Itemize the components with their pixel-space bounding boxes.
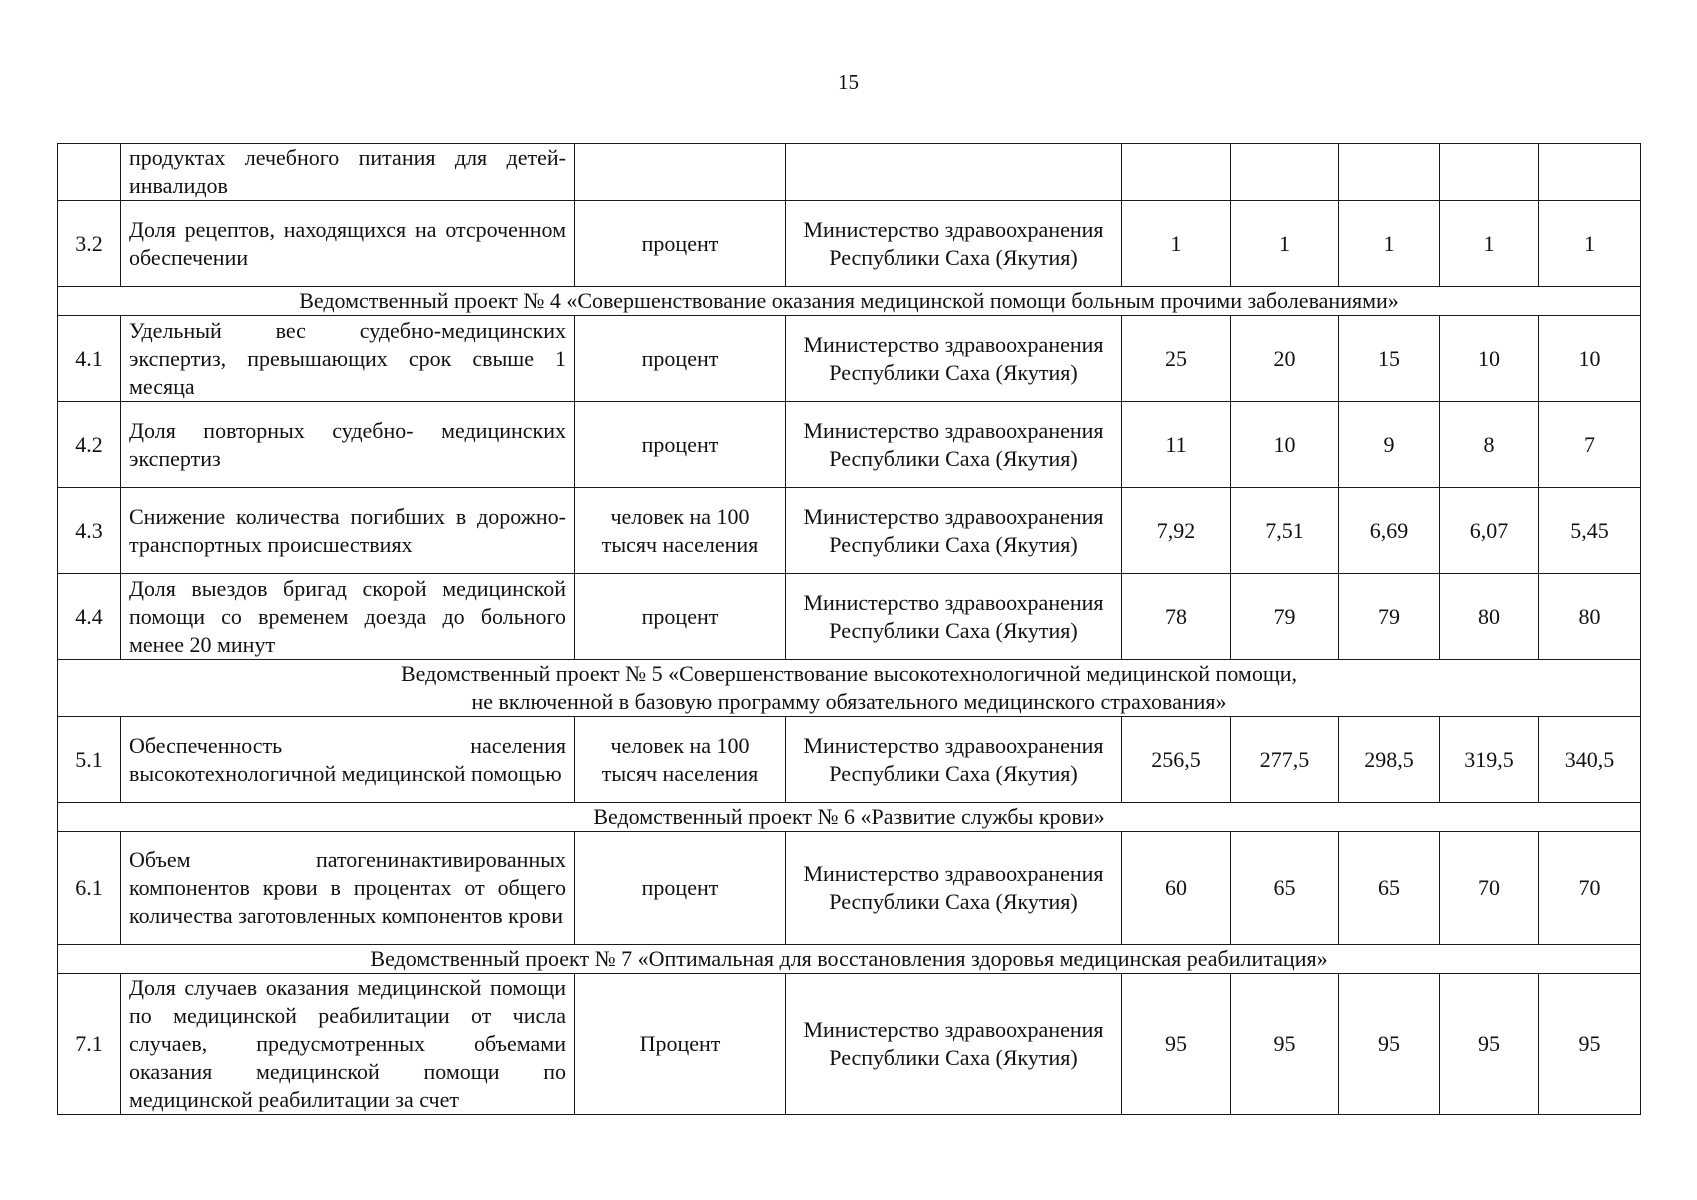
indicator-value: 11	[1122, 402, 1231, 488]
indicator-value: 10	[1539, 316, 1641, 402]
measurement-unit: процент	[575, 402, 786, 488]
indicator-value: 7	[1539, 402, 1641, 488]
indicator-description: Объем патогенинактивированных компонентов крови в процентах от общего количества заготовленных компонентов крови	[121, 832, 575, 945]
indicator-number: 3.2	[58, 201, 121, 287]
indicator-value: 95	[1539, 974, 1641, 1115]
indicator-description: Удельный вес судебно-медицинских экспертиз, превышающих срок свыше 1 месяца	[121, 316, 575, 402]
table-row	[58, 402, 1641, 488]
indicator-value: 70	[1440, 832, 1539, 945]
indicator-number: 4.3	[58, 488, 121, 574]
table-row	[58, 144, 1641, 201]
indicator-value: 1	[1231, 201, 1339, 287]
indicator-value: 95	[1231, 974, 1339, 1115]
indicator-value: 7,92	[1122, 488, 1231, 574]
indicator-value: 95	[1122, 974, 1231, 1115]
responsible-body: Министерство здравоохранения Республики Саха (Якутия)	[786, 488, 1122, 574]
responsible-body: Министерство здравоохранения Республики Саха (Якутия)	[786, 402, 1122, 488]
measurement-unit: человек на 100 тысяч населения	[575, 488, 786, 574]
indicator-value	[1440, 144, 1539, 201]
section-heading-line: Ведомственный проект № 6 «Развитие службы крови»	[593, 804, 1105, 829]
indicator-value: 6,07	[1440, 488, 1539, 574]
table-row	[58, 832, 1641, 945]
indicator-value: 9	[1339, 402, 1440, 488]
measurement-unit: процент	[575, 316, 786, 402]
section-row	[58, 803, 1641, 832]
indicator-value: 1	[1122, 201, 1231, 287]
indicator-value: 10	[1440, 316, 1539, 402]
responsible-body: Министерство здравоохранения Республики Саха (Якутия)	[786, 717, 1122, 803]
indicator-value: 79	[1231, 574, 1339, 660]
measurement-unit: процент	[575, 201, 786, 287]
indicator-value: 1	[1339, 201, 1440, 287]
indicator-value: 298,5	[1339, 717, 1440, 803]
indicator-value: 79	[1339, 574, 1440, 660]
measurement-unit: Процент	[575, 974, 786, 1115]
indicator-value: 80	[1440, 574, 1539, 660]
indicator-value: 80	[1539, 574, 1641, 660]
measurement-unit: человек на 100 тысяч населения	[575, 717, 786, 803]
indicator-value: 5,45	[1539, 488, 1641, 574]
indicator-description: Обеспеченность населения высокотехнологичной медицинской помощью	[121, 717, 575, 803]
indicator-description: Доля случаев оказания медицинской помощи по медицинской реабилитации от числа случаев, предусмотренных объемами оказания медицинской помощи по медицинской реабилитации за счет	[121, 974, 575, 1115]
indicator-description: Снижение количества погибших в дорожно-транспортных происшествиях	[121, 488, 575, 574]
measurement-unit: процент	[575, 832, 786, 945]
indicator-number: 4.1	[58, 316, 121, 402]
section-row	[58, 660, 1641, 717]
indicator-value: 319,5	[1440, 717, 1539, 803]
table-row	[58, 974, 1641, 1115]
indicator-description: Доля выездов бригад скорой медицинской помощи со временем доезда до больного менее 20 минут	[121, 574, 575, 660]
indicator-value: 65	[1231, 832, 1339, 945]
indicator-number: 4.4	[58, 574, 121, 660]
section-row	[58, 945, 1641, 974]
indicator-number: 6.1	[58, 832, 121, 945]
indicator-value: 10	[1231, 402, 1339, 488]
indicator-value: 70	[1539, 832, 1641, 945]
indicator-value: 1	[1539, 201, 1641, 287]
responsible-body: Министерство здравоохранения Республики Саха (Якутия)	[786, 832, 1122, 945]
section-heading-line: не включенной в базовую программу обязательного медицинского страхования»	[471, 689, 1227, 714]
indicator-value	[1539, 144, 1641, 201]
indicators-table	[57, 143, 1641, 1115]
indicator-value: 95	[1440, 974, 1539, 1115]
table-row	[58, 201, 1641, 287]
section-heading-line: Ведомственный проект № 7 «Оптимальная для восстановления здоровья медицинская реабилитация»	[370, 946, 1328, 971]
section-heading	[58, 803, 1641, 832]
table-body	[58, 144, 1641, 1115]
table-row	[58, 316, 1641, 402]
indicator-value: 1	[1440, 201, 1539, 287]
indicator-value	[1231, 144, 1339, 201]
section-heading-line: Ведомственный проект № 5 «Совершенствование высокотехнологичной медицинской помощи,	[400, 661, 1298, 686]
responsible-body: Министерство здравоохранения Республики Саха (Якутия)	[786, 974, 1122, 1115]
page-number: 15	[838, 70, 859, 94]
responsible-body	[786, 144, 1122, 201]
indicator-value: 277,5	[1231, 717, 1339, 803]
responsible-body: Министерство здравоохранения Республики Саха (Якутия)	[786, 201, 1122, 287]
section-row	[58, 287, 1641, 316]
responsible-body: Министерство здравоохранения Республики Саха (Якутия)	[786, 574, 1122, 660]
indicator-number	[58, 144, 121, 201]
indicator-number: 5.1	[58, 717, 121, 803]
indicator-value: 65	[1339, 832, 1440, 945]
indicator-description: продуктах лечебного питания для детей-инвалидов	[121, 144, 575, 201]
indicator-number: 4.2	[58, 402, 121, 488]
section-heading	[58, 660, 1641, 717]
measurement-unit: процент	[575, 574, 786, 660]
indicator-value: 256,5	[1122, 717, 1231, 803]
section-heading	[58, 287, 1641, 316]
section-heading	[58, 945, 1641, 974]
indicator-value: 340,5	[1539, 717, 1641, 803]
indicator-value: 25	[1122, 316, 1231, 402]
indicator-description: Доля рецептов, находящихся на отсроченном обеспечении	[121, 201, 575, 287]
measurement-unit	[575, 144, 786, 201]
indicator-value: 7,51	[1231, 488, 1339, 574]
indicator-value: 95	[1339, 974, 1440, 1115]
responsible-body: Министерство здравоохранения Республики Саха (Якутия)	[786, 316, 1122, 402]
indicator-number: 7.1	[58, 974, 121, 1115]
table-row	[58, 488, 1641, 574]
indicator-value: 8	[1440, 402, 1539, 488]
indicator-value: 78	[1122, 574, 1231, 660]
table-row	[58, 717, 1641, 803]
indicator-value	[1339, 144, 1440, 201]
indicator-value: 15	[1339, 316, 1440, 402]
indicator-value: 6,69	[1339, 488, 1440, 574]
table-row	[58, 574, 1641, 660]
indicator-value: 60	[1122, 832, 1231, 945]
indicator-value: 20	[1231, 316, 1339, 402]
indicator-value	[1122, 144, 1231, 201]
section-heading-line: Ведомственный проект № 4 «Совершенствование оказания медицинской помощи больным прочими заболеваниями»	[299, 288, 1399, 313]
indicator-description: Доля повторных судебно- медицинских экспертиз	[121, 402, 575, 488]
